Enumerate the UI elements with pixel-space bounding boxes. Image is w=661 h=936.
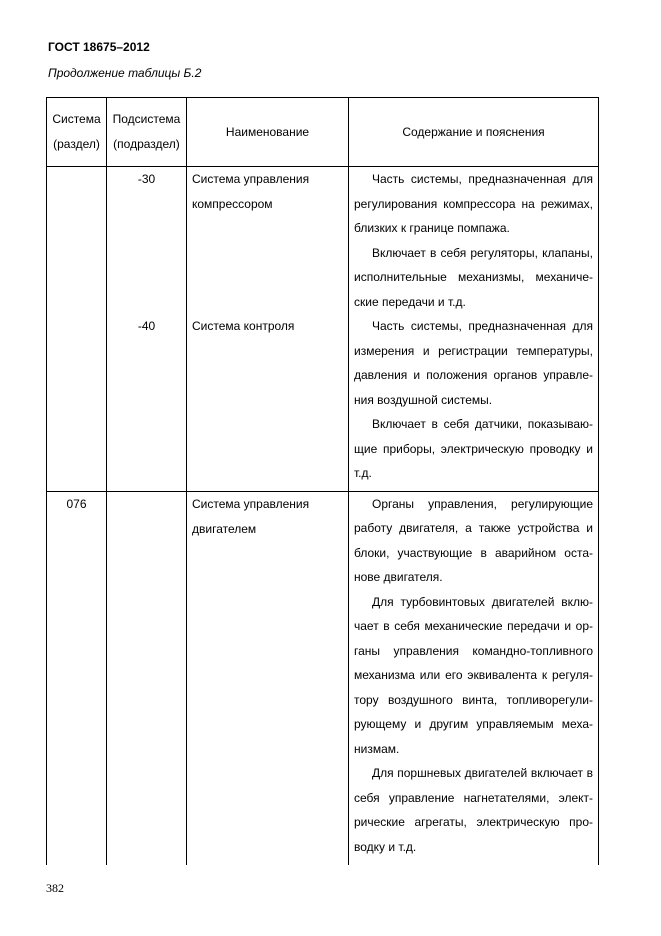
document-standard: ГОСТ 18675–2012	[48, 40, 150, 54]
cell-subsystem: -30	[107, 167, 187, 315]
header-system	[47, 98, 107, 167]
table-header-row	[47, 98, 599, 167]
cell-subsystem	[107, 491, 187, 859]
cell-content	[349, 491, 599, 859]
content-paragraph: Для поршневых двигателей включает в себя управление нагнетателями, электрические агрегаты, электрическую проводку и т.д.	[354, 766, 593, 854]
content-paragraph: Включает в себя регуляторы, клапаны, исполнительные механизмы, механические передачи и т.д.	[354, 245, 593, 309]
table-row	[47, 314, 599, 486]
gost-table	[46, 97, 599, 865]
content-paragraph: Часть системы, предназначенная для регулирования компрессора на режимах, близких к границе помпажа.	[354, 172, 593, 235]
table-row	[47, 491, 599, 859]
header-system-line2: (раздел)	[53, 137, 100, 151]
cell-system: 076	[47, 491, 107, 859]
content-paragraph: Органы управления, регулирующие работу двигателя, а также устройства и блоки, участвующие в аварийном останове двигателя.	[354, 496, 593, 584]
cell-subsystem: -40	[107, 314, 187, 486]
content-paragraph: Включает в себя датчики, показывающие приборы, электрическую проводку и т.д.	[354, 417, 593, 480]
table-row	[47, 167, 599, 315]
table-continuation-caption: Продолжение таблицы Б.2	[48, 66, 202, 80]
cell-name: Система контроля	[187, 314, 349, 486]
cell-content	[349, 167, 599, 315]
header-subsystem-line2: (подраздел)	[113, 137, 180, 151]
header-name: Наименование	[187, 98, 349, 167]
header-subsystem	[107, 98, 187, 167]
cell-name: Система управления двигателем	[187, 491, 349, 859]
content-paragraph: Для турбовинтовых двигателей включает в себя механические передачи и органы управления командно-топливного механизма или его эквивалента к регулятору воздушного винта, топливорегулирующему и другим управляемым механизмам.	[354, 594, 593, 756]
content-paragraph: Часть системы, предназначенная для измерения и регистрации температуры, давления и положения органов управления воздушной системы.	[354, 319, 593, 407]
cell-system	[47, 167, 107, 315]
header-system-line1: Система	[52, 112, 101, 126]
page-number: 382	[46, 881, 64, 895]
cell-system	[47, 314, 107, 486]
header-content: Содержание и пояснения	[349, 98, 599, 167]
header-subsystem-line1: Подсистема	[112, 112, 181, 126]
cell-name: Система управления компрессором	[187, 167, 349, 315]
cell-content	[349, 314, 599, 486]
